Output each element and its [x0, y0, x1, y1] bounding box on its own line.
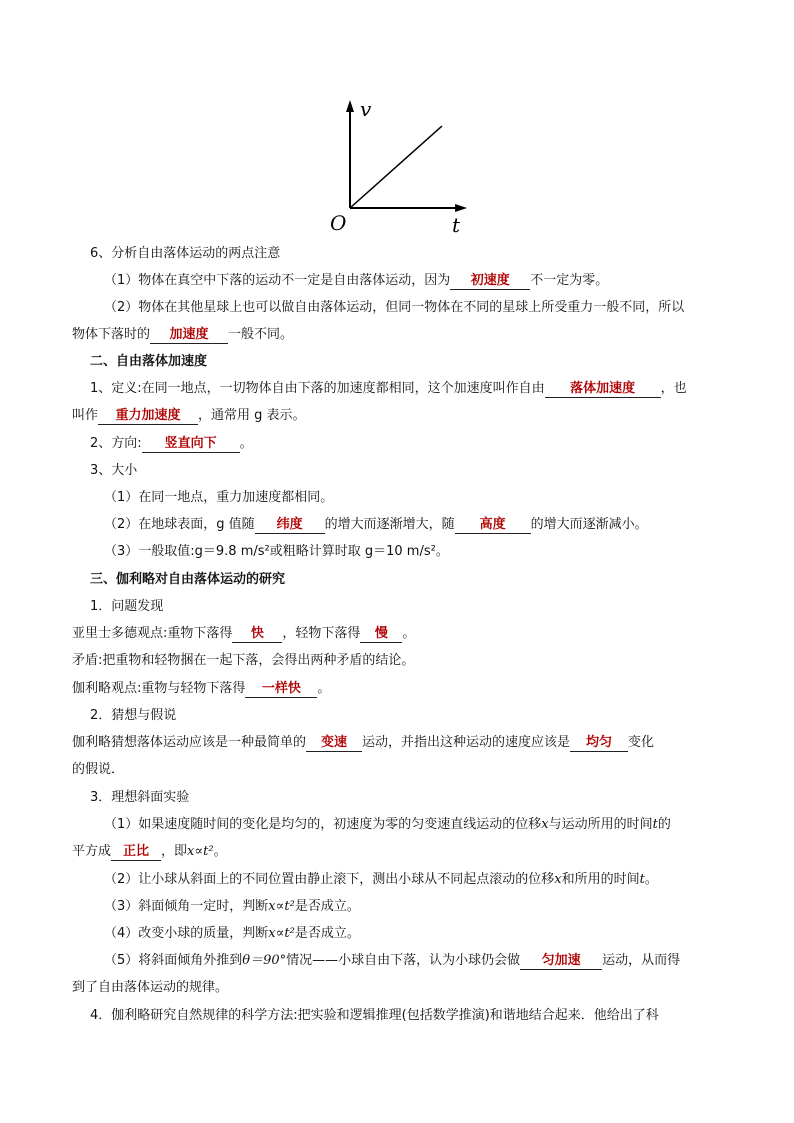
sec3-guess-text-c: 变化	[628, 735, 655, 750]
sec3-e5-text-a: （5）将斜面倾角外推到	[104, 953, 243, 968]
sec6-title: 6、分析自由落体运动的两点注意	[90, 246, 281, 261]
sec3-guess-text-a: 伽利略猜想落体运动应该是一种最简单的	[72, 735, 307, 750]
answer-blank: 重力加速度	[98, 408, 198, 425]
sec3-exp5-cont: 到了自由落体运动的规律。	[72, 980, 229, 995]
sec2-def	[90, 380, 687, 398]
sec3-method: 4．伽利略研究自然规律的科学方法:把实验和逻辑推理(包括数学推演)和谐地结合起来．他给出了科	[90, 1008, 659, 1023]
sec3-exp4	[104, 925, 360, 943]
sec3-ari-text-b: ，轻物下落得	[282, 626, 361, 641]
var-t: t	[639, 872, 645, 887]
answer-blank: 高度	[455, 517, 531, 534]
sec3-guess-cont: 的假说．	[72, 762, 125, 777]
formula: θ＝90°	[242, 953, 287, 968]
answer-blank: 竖直向下	[142, 436, 240, 453]
answer-blank: 正比	[111, 844, 161, 861]
sec6-p1-text-a: （1）物体在真空中下落的运动不一定是自由落体运动，因为	[104, 273, 451, 288]
sec6-p2: （2）物体在其他星球上也可以做自由落体运动，但同一物体在不同的星球上所受重力一般不同，所以	[104, 300, 685, 315]
answer-blank: 均匀	[570, 735, 628, 752]
sec3-e2-text-b: 和所用的时间	[561, 872, 640, 887]
sec3-e1-text-b: 与运动所用的时间	[548, 817, 653, 832]
sec3-exp1-cont	[72, 843, 227, 861]
sec2-size3: （3）一般取值:g＝9.8 m/s²或粗略计算时取 g＝10 m/s²。	[104, 544, 449, 559]
sec3-gal-text-a: 伽利略观点:重物与轻物下落得	[72, 681, 246, 696]
sec2-size2-text-b: 的增大而逐渐增大，随	[324, 517, 455, 532]
sec2-def-text-a: 1、定义:在同一地点，一切物体自由下落的加速度都相同，这个加速度叫作自由	[90, 381, 545, 396]
sec3-e1-text-g: 。	[213, 844, 227, 859]
sec2-dir-text-b: 。	[239, 436, 253, 451]
answer-blank: 快	[232, 626, 282, 643]
sec3-e2-text-a: （2）让小球从斜面上的不同位置由静止滚下，测出小球从不同起点滚动的位移	[104, 872, 555, 887]
sec3-guess-text-b: 运动，并指出这种运动的速度应该是	[362, 735, 571, 750]
sec2-def-text-d: ，通常用 g 表示。	[198, 408, 306, 423]
sec3-title: 三、伽利略对自由落体运动的研究	[90, 572, 286, 587]
sec3-e1-text-e: ，即	[161, 844, 188, 859]
sec3-exp3	[104, 898, 360, 916]
sec6-p2-text-b: 物体下落时的	[72, 327, 151, 342]
sec3-aristotle	[72, 625, 415, 643]
sec6-p1-text-b: 不一定为零。	[530, 273, 609, 288]
sec2-size1: （1）在同一地点，重力加速度都相同。	[104, 490, 334, 505]
sec3-exp5	[104, 952, 680, 970]
o-label: O	[330, 211, 347, 235]
answer-blank: 慢	[360, 626, 402, 643]
sec6-p2-text-c: 一般不同。	[228, 327, 294, 342]
sec3-q-title: 1．问题发现	[90, 599, 164, 614]
sec3-contradiction: 矛盾:把重物和轻物捆在一起下落，会得出两种矛盾的结论。	[72, 653, 415, 668]
v-axis-arrow	[346, 100, 354, 112]
sec3-exp2	[104, 871, 658, 889]
sec3-ari-text-a: 亚里士多德观点:重物下落得	[72, 626, 233, 641]
sec3-e3-text-a: （3）斜面倾角一定时，判断	[104, 899, 269, 914]
sec2-dir	[90, 435, 253, 453]
sec2-dir-text-a: 2、方向:	[90, 436, 142, 451]
sec3-exp1	[104, 816, 671, 834]
sec3-e3-text-b: 是否成立。	[294, 899, 360, 914]
answer-blank: 纬度	[255, 517, 325, 534]
sec3-e2-text-c: 。	[644, 872, 658, 887]
sec2-def-cont	[72, 407, 306, 425]
sec3-exp-title: 3．理想斜面实验	[90, 790, 190, 805]
answer-blank: 初速度	[450, 273, 530, 290]
sec3-guess	[72, 734, 654, 752]
sec6-p2-cont	[72, 326, 293, 344]
formula: x∝t²	[187, 844, 214, 859]
sec3-e5-text-b: 情况——小球自由下落，认为小球仍会做	[286, 953, 521, 968]
answer-blank: 落体加速度	[545, 381, 661, 398]
sec3-e1-text-d: 平方成	[72, 844, 112, 859]
sec2-size2	[104, 516, 648, 534]
sec3-guess-title: 2．猜想与假说	[90, 708, 177, 723]
formula: x∝t²	[268, 899, 295, 914]
var-t: t	[652, 817, 658, 832]
sec2-size-title: 3、大小	[90, 463, 138, 478]
sec2-def-text-b: ，也	[660, 381, 687, 396]
answer-blank: 变速	[306, 735, 362, 752]
v-t-graph	[320, 92, 480, 242]
sec2-size2-text-a: （2）在地球表面，g 值随	[104, 517, 255, 532]
sec3-gal-text-b: 。	[317, 681, 331, 696]
sec6-p1	[104, 272, 608, 290]
answer-blank: 一样快	[245, 681, 317, 698]
var-x: x	[541, 817, 549, 832]
sec2-title: 二、自由落体加速度	[90, 354, 208, 369]
formula: x∝t²	[268, 926, 295, 941]
answer-blank: 匀加速	[520, 953, 602, 970]
sec2-size2-text-c: 的增大而逐渐减小。	[530, 517, 648, 532]
sec3-e1-text-a: （1）如果速度随时间的变化是均匀的，初速度为零的匀变速直线运动的位移	[104, 817, 542, 832]
sec3-galileo	[72, 680, 330, 698]
sec3-ari-text-c: 。	[402, 626, 416, 641]
v-label: v	[360, 97, 372, 121]
sec3-e1-text-c: 的	[657, 817, 671, 832]
var-x: x	[554, 872, 562, 887]
velocity-line	[350, 126, 442, 208]
sec2-def-text-c: 叫作	[72, 408, 99, 423]
sec3-e4-text-b: 是否成立。	[294, 926, 360, 941]
sec3-e4-text-a: （4）改变小球的质量，判断	[104, 926, 269, 941]
t-label: t	[452, 213, 461, 237]
answer-blank: 加速度	[150, 327, 228, 344]
sec3-e5-text-c: 运动，从而得	[602, 953, 681, 968]
t-axis-arrow	[455, 204, 467, 212]
